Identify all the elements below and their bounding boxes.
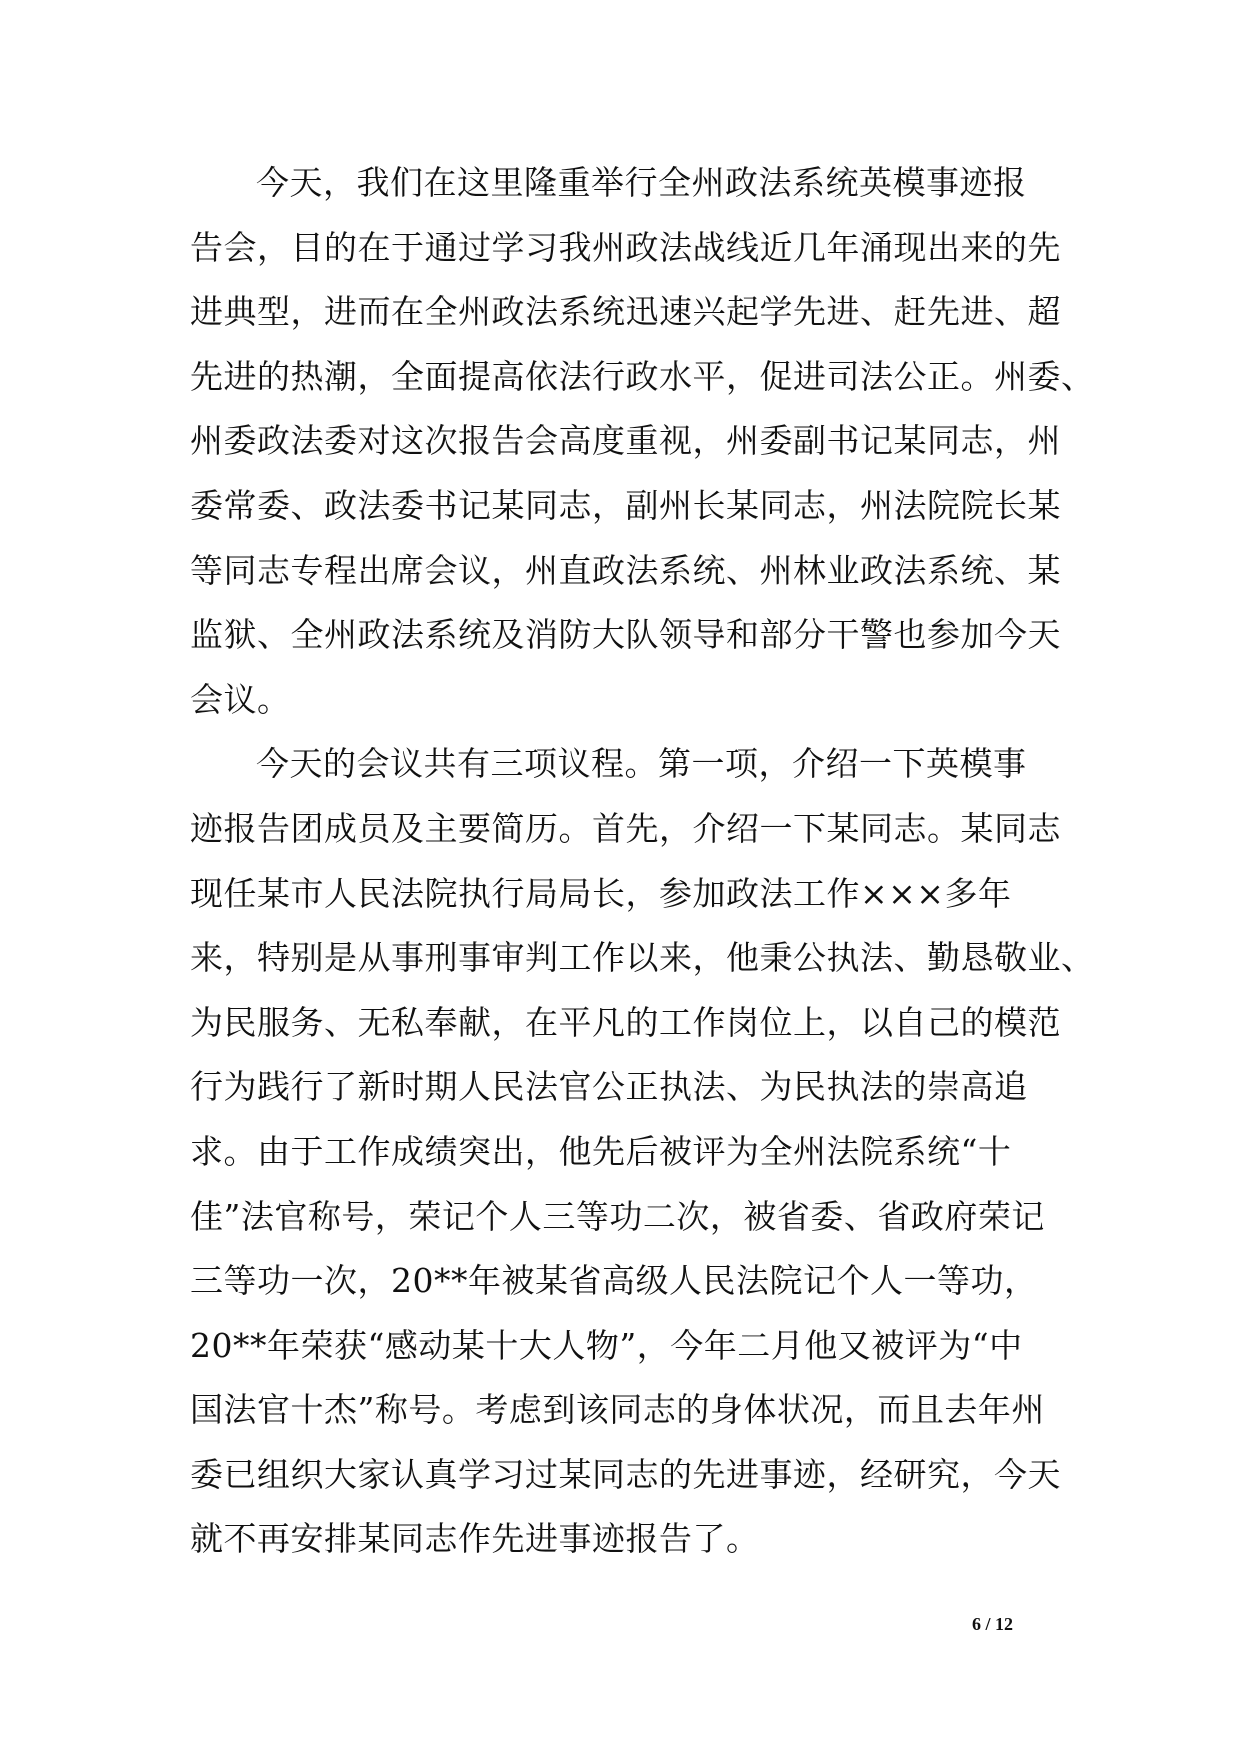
paragraph-2-line-13: 就不再安排某同志作先进事迹报告了。 [190, 1519, 760, 1559]
paragraph-2-line-12: 委已组织大家认真学习过某同志的先进事迹，经研究，今天 [190, 1454, 1061, 1494]
page-number: 6 / 12 [972, 1614, 1014, 1634]
paragraph-2-line-1: 今天的会议共有三项议程。第一项，介绍一下英模事 [256, 744, 1027, 784]
paragraph-2-line-2: 迹报告团成员及主要简历。首先，介绍一下某同志。某同志 [190, 808, 1061, 848]
paragraph-1-line-1: 今天，我们在这里隆重举行全州政法系统英模事迹报 [256, 163, 1027, 202]
paragraph-2-line-6: 行为践行了新时期人民法官公正执法、为民执法的崇高追 [190, 1067, 1028, 1107]
paragraph-1-line-7: 等同志专程出席会议，州直政法系统、州林业政法系统、某 [190, 550, 1061, 590]
paragraph-2-line-9: 三等功一次，20**年被某省高级人民法院记个人一等功， [190, 1261, 1038, 1301]
paragraph-1-line-9: 会议。 [190, 679, 291, 719]
paragraph-2-line-7: 求。由于工作成绩突出，他先后被评为全州法院系统“十 [190, 1131, 1012, 1171]
paragraph-2-line-3: 现任某市人民法院执行局局长，参加政法工作×××多年 [190, 873, 1012, 913]
paragraph-1-line-2: 告会，目的在于通过学习我州政法战线近几年涌现出来的先 [190, 227, 1061, 267]
paragraph-2-line-8: 佳”法官称号，荣记个人三等功二次，被省委、省政府荣记 [190, 1196, 1045, 1236]
paragraph-2-line-4: 来，特别是从事刑事审判工作以来，他秉公执法、勤恳敬业、 [190, 938, 1095, 978]
paragraph-1-line-5: 州委政法委对这次报告会高度重视，州委副书记某同志，州 [190, 421, 1061, 461]
paragraph-2-line-11: 国法官十杰”称号。考虑到该同志的身体状况，而且去年州 [190, 1390, 1045, 1430]
paragraph-1-line-4: 先进的热潮，全面提高依法行政水平，促进司法公正。州委、 [190, 356, 1095, 396]
paragraph-2-line-5: 为民服务、无私奉献，在平凡的工作岗位上，以自己的模范 [190, 1002, 1061, 1042]
paragraph-1-line-8: 监狱、全州政法系统及消防大队领导和部分干警也参加今天 [190, 615, 1061, 655]
document-body [190, 151, 1095, 1572]
paragraph-2-line-10: 20**年荣获“感动某十大人物”，今年二月他又被评为“中 [190, 1325, 1023, 1365]
paragraph-1-line-3: 进典型，进而在全州政法系统迅速兴起学先进、赶先进、超 [190, 292, 1061, 332]
paragraph-1-line-6: 委常委、政法委书记某同志，副州长某同志，州法院院长某 [190, 485, 1061, 525]
